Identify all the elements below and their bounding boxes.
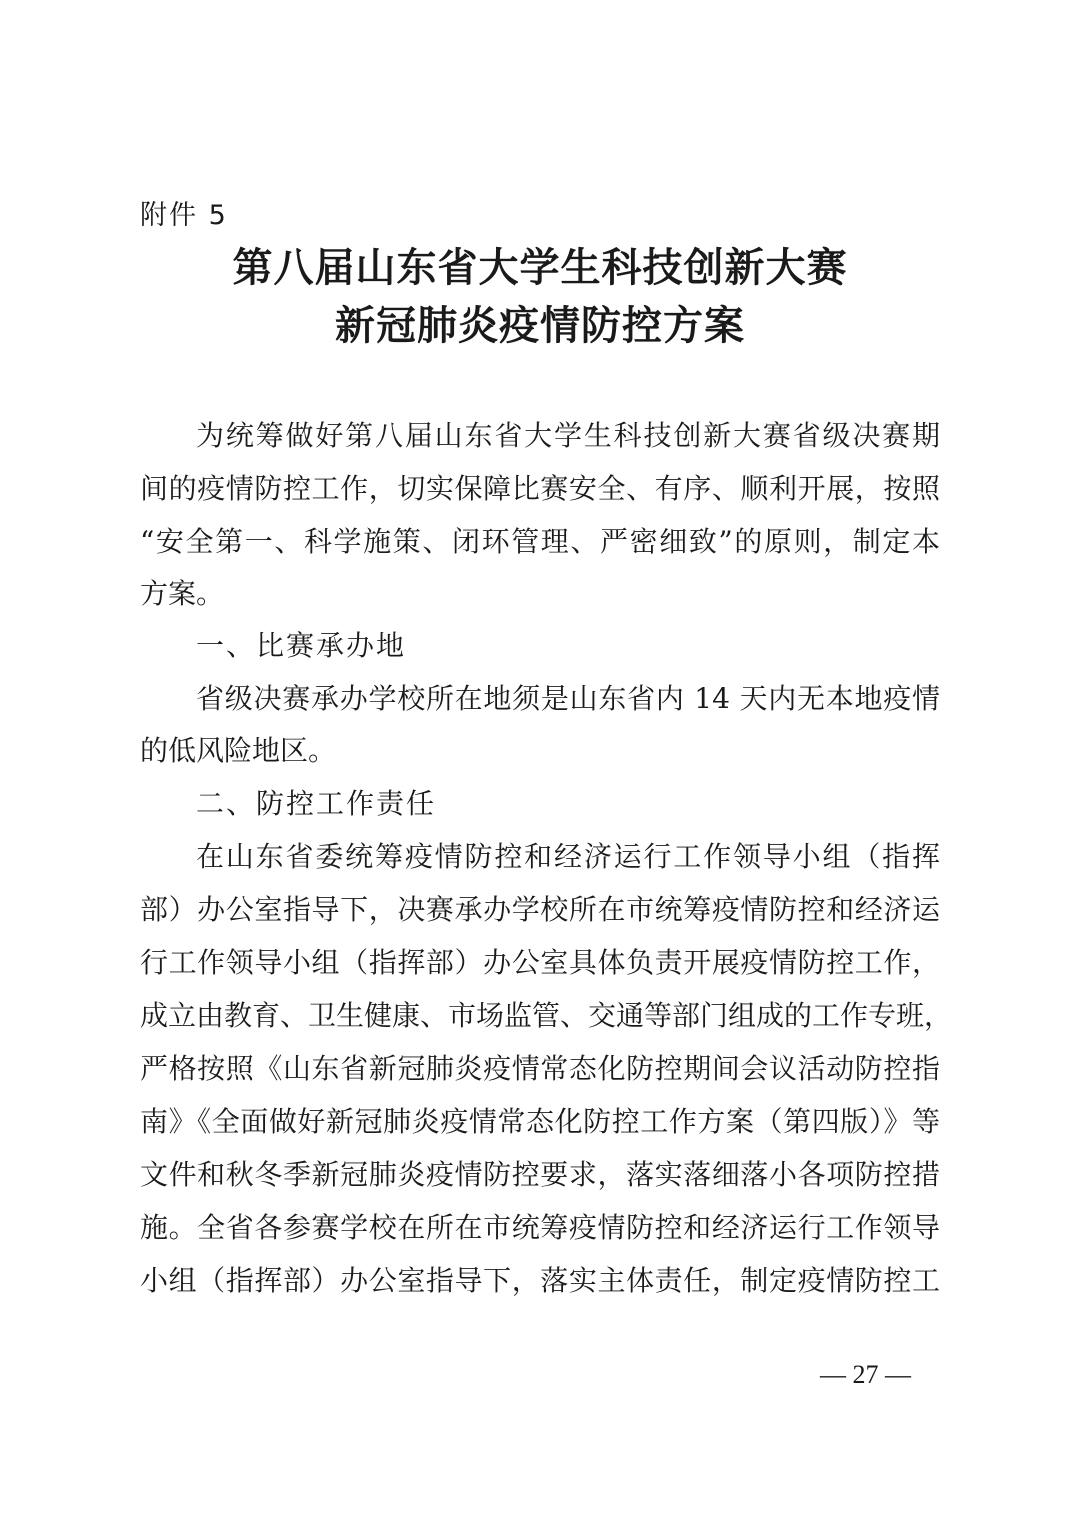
intro-line-1: 为统筹做好第八届山东省大学生科技创新大赛省级决赛期 (196, 419, 940, 452)
document-title-line-1: 第八届山东省大学生科技创新大赛 (232, 244, 848, 291)
document-title-line-2: 新冠肺炎疫情防控方案 (335, 302, 745, 349)
section2-line-6: 南》《全面做好新冠肺炎疫情常态化防控工作方案（第四版）》等 (140, 1105, 940, 1138)
page-number: — 27 — (820, 1360, 911, 1389)
section-heading-1: 一、比赛承办地 (196, 629, 407, 662)
section1-line-2: 的低风险地区。 (140, 734, 337, 767)
intro-line-4: 方案。 (140, 577, 225, 610)
section-heading-2: 二、防控工作责任 (196, 787, 437, 820)
intro-line-2: 间的疫情防控工作，切实保障比赛安全、有序、顺利开展，按照 (140, 472, 940, 505)
section2-line-7: 文件和秋冬季新冠肺炎疫情防控要求，落实落细落小各项防控措 (140, 1158, 940, 1191)
section1-line-1: 省级决赛承办学校所在地须是山东省内 14 天内无本地疫情 (196, 682, 940, 715)
section2-line-4: 成立由教育、卫生健康、市场监管、交通等部门组成的工作专班， (140, 999, 953, 1032)
section2-line-5: 严格按照《山东省新冠肺炎疫情常态化防控期间会议活动防控指 (140, 1052, 940, 1085)
section2-line-1: 在山东省委统筹疫情防控和经济运行工作领导小组（指挥 (196, 840, 940, 873)
intro-line-3: “安全第一、科学施策、闭环管理、严密细致”的原则，制定本 (140, 525, 940, 558)
section2-line-2: 部）办公室指导下，决赛承办学校所在市统筹疫情防控和经济运 (140, 893, 940, 926)
section2-line-8: 施。全省各参赛学校在所在市统筹疫情防控和经济运行工作领导 (140, 1211, 940, 1244)
attachment-label: 附件 5 (140, 200, 228, 231)
section2-line-3: 行工作领导小组（指挥部）办公室具体负责开展疫情防控工作， (140, 946, 940, 979)
section2-line-9: 小组（指挥部）办公室指导下，落实主体责任，制定疫情防控工 (140, 1264, 940, 1297)
